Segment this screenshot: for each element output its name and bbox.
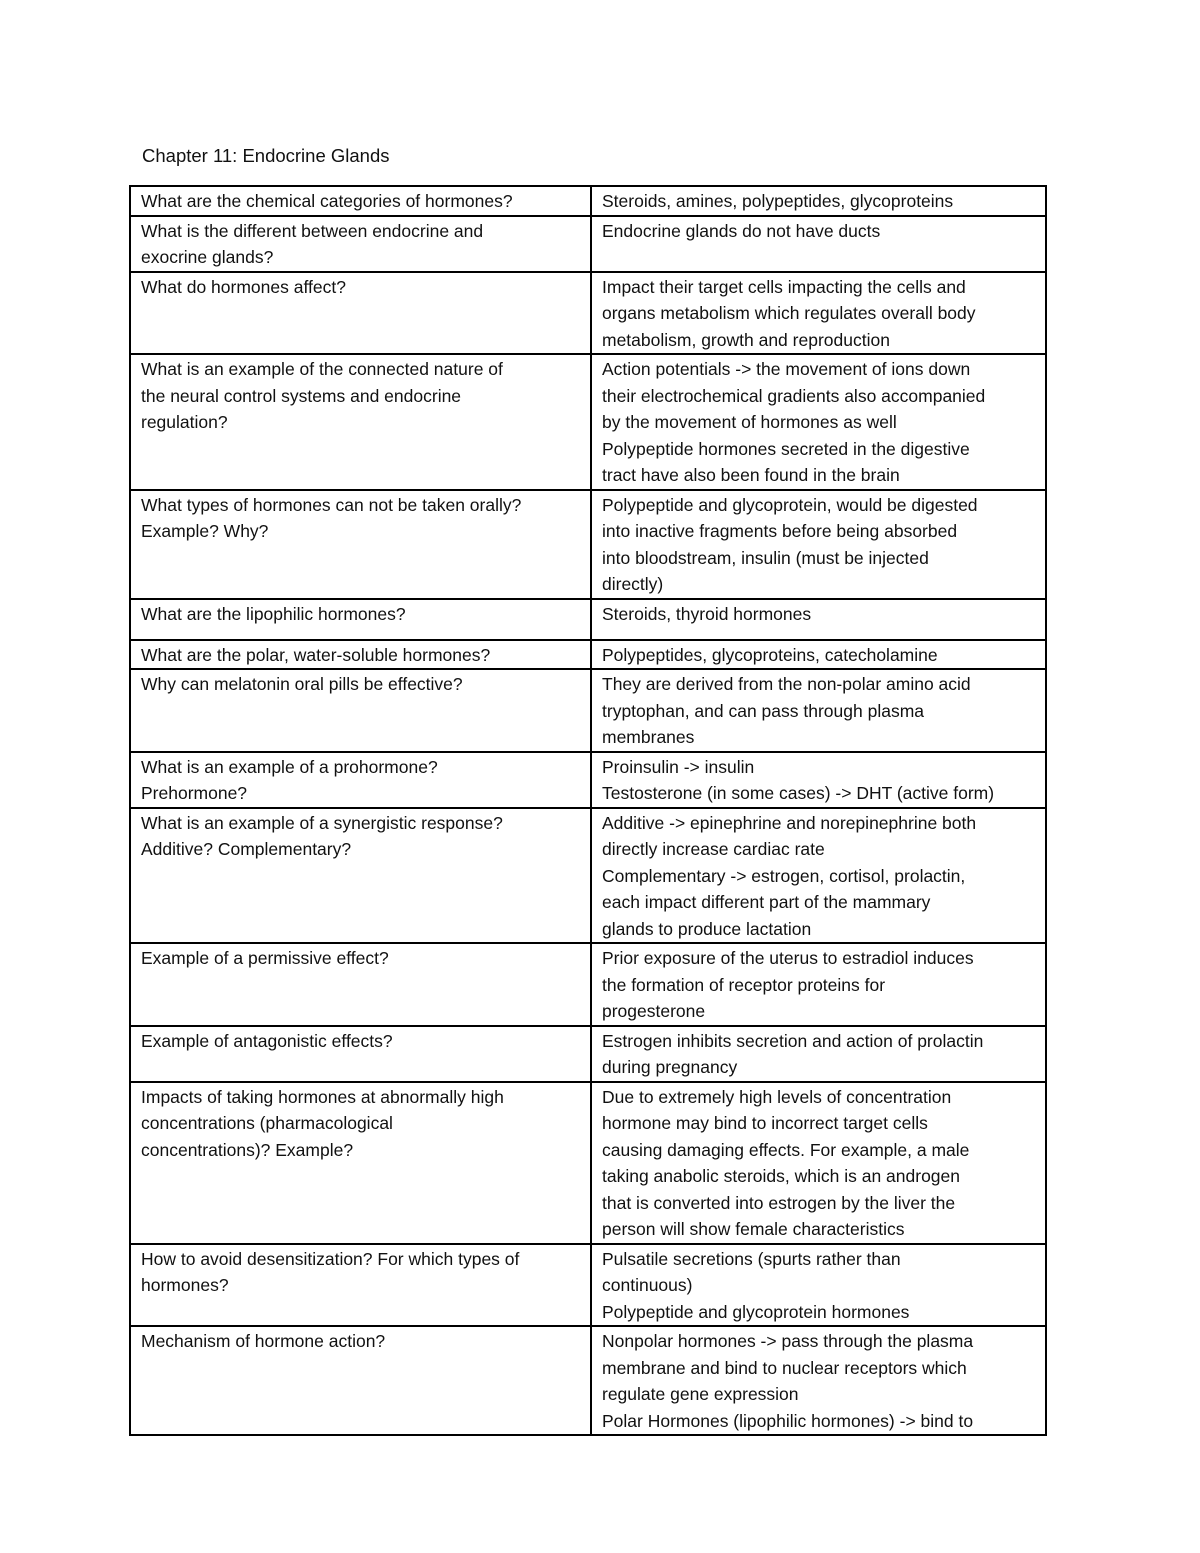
answer-line: Additive -> epinephrine and norepinephrine both (602, 812, 977, 833)
table-row (130, 640, 1046, 670)
question-cell (130, 1326, 591, 1435)
question-line: hormones? (141, 1275, 229, 1295)
question-line: Impacts of taking hormones at abnormally high (141, 1086, 504, 1107)
answer-cell (591, 1082, 1046, 1244)
answer-line: by the movement of hormones as well (602, 412, 897, 432)
answer-line: membrane and bind to nuclear receptors which (602, 1357, 967, 1378)
answer-line: Complementary -> estrogen, cortisol, prolactin, (602, 865, 966, 886)
answer-line: Steroids, amines, polypeptides, glycoproteins (602, 191, 954, 211)
question-cell (130, 272, 591, 355)
answer-line: Polypeptide hormones secreted in the digestive (602, 438, 970, 459)
question-line: concentrations (pharmacological (141, 1113, 393, 1133)
table-row (130, 752, 1046, 808)
answer-line: hormone may bind to incorrect target cells (602, 1113, 928, 1133)
answer-line: Due to extremely high levels of concentration (602, 1086, 952, 1107)
question-cell (130, 1082, 591, 1244)
table-row (130, 1326, 1046, 1435)
question-line: concentrations)? Example? (141, 1139, 354, 1160)
answer-line: Pulsatile secretions (spurts rather than (602, 1248, 901, 1269)
answer-line: Endocrine glands do not have ducts (602, 220, 881, 241)
table-row (130, 599, 1046, 640)
question-line: What is an example of a synergistic response? (141, 812, 503, 833)
answer-cell (591, 272, 1046, 355)
notes-table (129, 185, 1047, 1436)
answer-line: directly increase cardiac rate (602, 839, 825, 859)
answer-line: Nonpolar hormones -> pass through the plasma (602, 1331, 974, 1351)
page-title: Chapter 11: Endocrine Glands (142, 145, 390, 166)
answer-line: their electrochemical gradients also accompanied (602, 385, 986, 406)
answer-line: Polar Hormones (lipophilic hormones) -> bind to (602, 1410, 974, 1431)
answer-line: into inactive fragments before being absorbed (602, 521, 958, 541)
notes-table-body (130, 186, 1046, 1435)
question-cell (130, 354, 591, 490)
answer-cell (591, 490, 1046, 599)
table-row (130, 272, 1046, 355)
answer-line: causing damaging effects. For example, a male (602, 1139, 970, 1160)
answer-line: into bloodstream, insulin (must be injected (602, 547, 929, 568)
answer-line: glands to produce lactation (602, 918, 812, 939)
table-row (130, 943, 1046, 1026)
question-cell (130, 808, 591, 944)
question-line: What do hormones affect? (141, 276, 346, 297)
question-cell (130, 216, 591, 272)
question-line: the neural control systems and endocrine (141, 385, 462, 406)
answer-line: the formation of receptor proteins for (602, 974, 886, 995)
table-row (130, 808, 1046, 944)
question-line: Additive? Complementary? (141, 839, 352, 859)
question-cell (130, 752, 591, 808)
answer-line: person will show female characteristics (602, 1219, 905, 1239)
question-cell (130, 490, 591, 599)
answer-cell (591, 669, 1046, 752)
answer-line: metabolism, growth and reproduction (602, 329, 890, 350)
answer-cell (591, 599, 1046, 640)
question-cell (130, 186, 591, 216)
answer-line: tract have also been found in the brain (602, 465, 900, 485)
answer-line: regulate gene expression (602, 1384, 799, 1404)
question-line: What is an example of a prohormone? (141, 756, 438, 777)
question-line: What are the chemical categories of hormones? (141, 191, 513, 211)
answer-line: that is converted into estrogen by the liver the (602, 1192, 956, 1213)
answer-line: continuous) (602, 1275, 693, 1295)
answer-line: Polypeptide and glycoprotein hormones (602, 1301, 910, 1322)
answer-line: Estrogen inhibits secretion and action of prolactin (602, 1030, 984, 1051)
answer-cell (591, 1326, 1046, 1435)
answer-cell (591, 1026, 1046, 1082)
table-row (130, 354, 1046, 490)
question-line: exocrine glands? (141, 247, 274, 267)
question-line: Example of antagonistic effects? (141, 1030, 393, 1051)
answer-line: each impact different part of the mammary (602, 892, 931, 912)
question-cell (130, 640, 591, 670)
answer-cell (591, 752, 1046, 808)
question-cell (130, 1026, 591, 1082)
question-cell (130, 599, 591, 640)
answer-line: They are derived from the non-polar amino acid (602, 674, 971, 694)
answer-cell (591, 943, 1046, 1026)
answer-line: Impact their target cells impacting the cells and (602, 276, 966, 297)
table-row (130, 669, 1046, 752)
question-cell (130, 669, 591, 752)
question-line: Mechanism of hormone action? (141, 1331, 386, 1351)
answer-cell (591, 640, 1046, 670)
answer-line: Testosterone (in some cases) -> DHT (active form) (602, 783, 995, 803)
answer-line: directly) (602, 574, 664, 594)
answer-line: membranes (602, 727, 695, 747)
answer-line: during pregnancy (602, 1057, 738, 1077)
answer-line: Proinsulin -> insulin (602, 756, 755, 777)
table-row (130, 1026, 1046, 1082)
table-row (130, 1244, 1046, 1327)
question-line: Example of a permissive effect? (141, 948, 389, 968)
question-line: What are the polar, water-soluble hormones? (141, 644, 491, 665)
question-line: Example? Why? (141, 521, 269, 541)
answer-line: Steroids, thyroid hormones (602, 603, 812, 624)
question-line: What are the lipophilic hormones? (141, 603, 406, 624)
answer-line: tryptophan, and can pass through plasma (602, 700, 925, 721)
answer-line: Polypeptide and glycoprotein, would be digested (602, 494, 978, 515)
table-row (130, 1082, 1046, 1244)
answer-line: taking anabolic steroids, which is an androgen (602, 1166, 960, 1186)
question-line: Prehormone? (141, 783, 248, 803)
answer-cell (591, 1244, 1046, 1327)
question-line: What is the different between endocrine and (141, 220, 484, 241)
question-line: Why can melatonin oral pills be effective? (141, 674, 463, 694)
answer-cell (591, 186, 1046, 216)
answer-cell (591, 216, 1046, 272)
answer-line: organs metabolism which regulates overall body (602, 303, 976, 323)
question-line: What is an example of the connected nature of (141, 359, 503, 379)
answer-cell (591, 808, 1046, 944)
answer-line: Action potentials -> the movement of ions down (602, 359, 971, 379)
table-row (130, 216, 1046, 272)
answer-cell (591, 354, 1046, 490)
answer-line: Polypeptides, glycoproteins, catecholamine (602, 644, 938, 665)
question-line: How to avoid desensitization? For which types of (141, 1248, 520, 1269)
table-row (130, 490, 1046, 599)
question-line: What types of hormones can not be taken orally? (141, 494, 522, 515)
answer-line: Prior exposure of the uterus to estradiol induces (602, 948, 974, 968)
answer-line: progesterone (602, 1001, 706, 1021)
table-row (130, 186, 1046, 216)
question-cell (130, 943, 591, 1026)
question-line: regulation? (141, 412, 228, 432)
question-cell (130, 1244, 591, 1327)
